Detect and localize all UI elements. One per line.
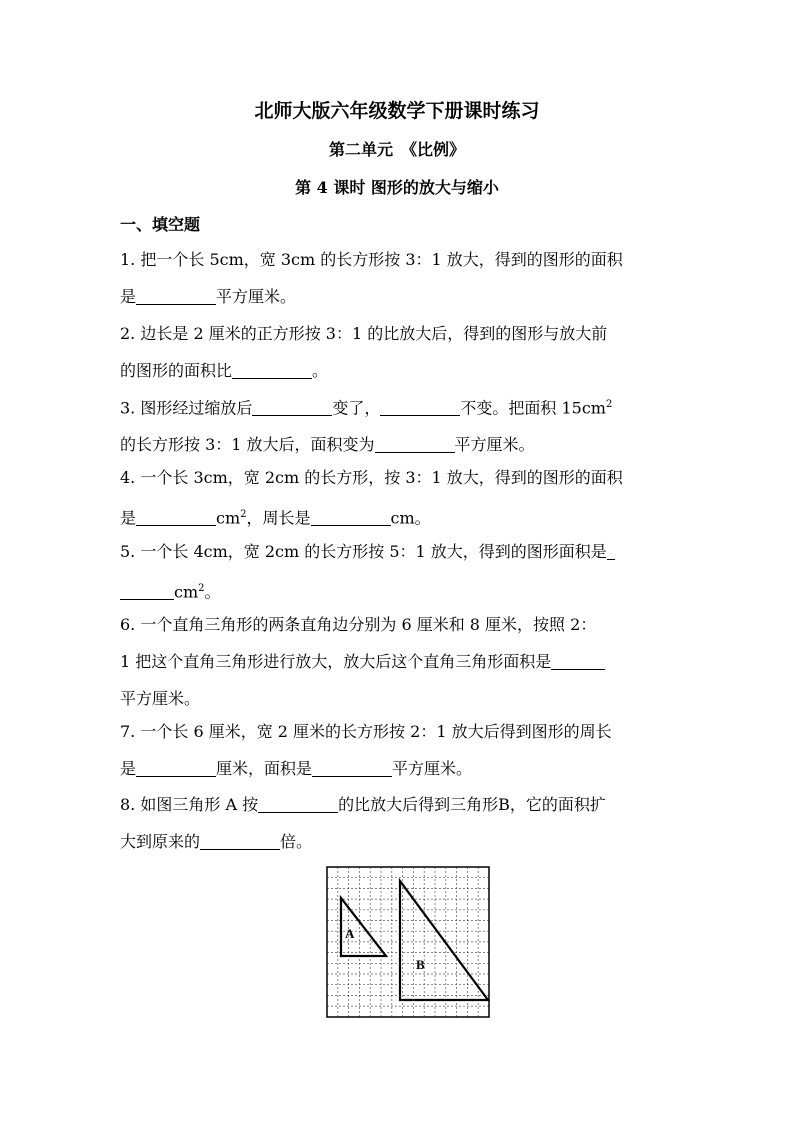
answer-blank[interactable] [232,360,312,379]
question-8-text-4: 倍。 [280,832,313,851]
superscript: 2 [605,399,613,410]
question-4-text-5: cm。 [390,508,431,528]
question-3-text-4: 的长方形按 3：1 放大后，面积变为 [120,435,375,455]
superscript: 2 [240,509,247,520]
triangle-grid-figure [326,866,490,1018]
question-7-text-4: 平方厘米。 [392,759,473,778]
question-8-text-2: 的比放大后得到三角形B，它的面积扩 [338,795,606,814]
question-6-text-2: 1 把这个直角三角形进行放大，放大后这个直角三角形面积是 [120,652,552,671]
question-4-text-3: cm [216,508,241,528]
question-3-text: 3. 图形经过缩放后 [120,398,253,418]
question-2-text-3: 。 [312,361,329,380]
question-1-text-3: 平方厘米。 [216,287,297,306]
answer-blank[interactable] [136,507,216,526]
question-6-text-3: 平方厘米。 [120,689,201,708]
question-2-text-2: 的图形的面积比 [120,361,233,380]
question-3-text-3: 不变。把面积 15cm [460,398,606,418]
answer-blank[interactable] [120,581,174,600]
worksheet-title: 北师大版六年级数学下册课时练习 [254,100,540,122]
question-2 [120,315,680,389]
question-7-text: 7. 一个长 6 厘米，宽 2 厘米的长方形按 2：1 放大后得到图形的周长 [120,722,612,741]
superscript: 2 [198,583,205,594]
answer-blank[interactable] [258,794,338,813]
answer-blank[interactable] [252,397,332,416]
question-4-text-4: ，周长是 [246,508,311,528]
question-5-text-3: 。 [204,582,221,602]
question-1 [120,241,680,315]
question-6-text: 6. 一个直角三角形的两条直角边分别为 6 厘米和 8 厘米，按照 2： [120,615,597,634]
question-8-text: 8. 如图三角形 A 按 [120,795,259,814]
question-3-text-2: 变了， [332,398,381,418]
question-2-text: 2. 边长是 2 厘米的正方形按 3：1 的比放大后，得到的图形与放大前 [120,324,608,343]
answer-blank[interactable] [375,434,455,453]
question-5 [120,533,680,610]
grid-lines [327,867,489,1017]
question-3-text-5: 平方厘米。 [454,435,535,455]
section-heading: 一、填空题 [120,215,201,234]
question-7 [120,713,680,787]
question-4 [120,459,680,536]
question-6 [120,606,680,717]
question-5-text-2: cm [174,582,199,602]
question-7-text-3: 厘米，面积是 [216,759,313,778]
answer-blank[interactable] [136,758,216,777]
question-8 [120,786,680,860]
unit-heading: 第二单元 《比例》 [328,140,465,159]
answer-blank[interactable] [380,397,460,416]
answer-blank[interactable] [200,831,280,850]
question-3 [120,386,680,463]
answer-blank[interactable] [312,758,392,777]
triangle-a-label: A [345,926,355,941]
question-4-text: 4. 一个长 3cm，宽 2cm 的长方形，按 3：1 放大，得到的图形的面积 [120,468,623,487]
question-7-text-2: 是 [120,759,137,778]
question-4-text-2: 是 [120,508,137,528]
answer-blank[interactable] [607,541,615,560]
question-8-text-3: 大到原来的 [120,832,201,851]
triangle-b-label: B [416,957,425,972]
question-5-text: 5. 一个长 4cm，宽 2cm 的长方形按 5：1 放大，得到的图形面积是 [120,542,607,561]
question-1-text-2: 是 [120,287,137,306]
answer-blank[interactable] [551,651,605,670]
lesson-heading: 第 4 课时 图形的放大与缩小 [295,178,499,197]
question-1-text: 1. 把一个长 5cm，宽 3cm 的长方形按 3：1 放大，得到的图形的面积 [120,250,623,269]
answer-blank[interactable] [311,507,391,526]
answer-blank[interactable] [136,286,216,305]
